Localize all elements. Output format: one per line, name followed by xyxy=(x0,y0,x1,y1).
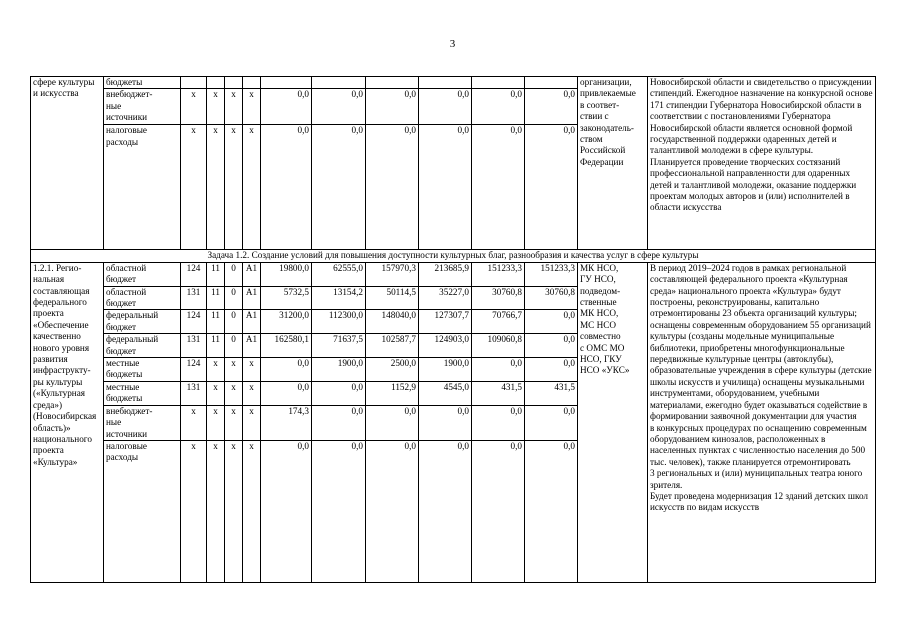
amount-cell: 431,5 xyxy=(525,381,578,405)
amount-cell: 0,0 xyxy=(472,358,525,382)
amount-cell: 0,0 xyxy=(261,440,312,582)
amount-cell: 71637,5 xyxy=(312,334,366,358)
amount-cell: 0,0 xyxy=(525,310,578,334)
budget-code-cell: x xyxy=(243,89,261,125)
amount-cell: 0,0 xyxy=(419,125,472,250)
amount-cell: 0,0 xyxy=(261,125,312,250)
top-purpose: сфере культуры и искусства xyxy=(31,77,104,250)
budget-code-cell: x xyxy=(225,89,243,125)
funding-source: местные бюджеты xyxy=(104,358,181,382)
amount-cell: 0,0 xyxy=(419,89,472,125)
amount-cell: 174,3 xyxy=(261,405,312,440)
amount-cell: 0,0 xyxy=(366,125,419,250)
budget-code-cell: x xyxy=(243,405,261,440)
amount-cell: 0,0 xyxy=(261,358,312,382)
budget-code-cell: x xyxy=(225,405,243,440)
budget-code-cell: 124 xyxy=(181,262,207,286)
amount-cell: 2500,0 xyxy=(366,358,419,382)
amount-cell: 0,0 xyxy=(366,405,419,440)
program-table xyxy=(30,76,876,583)
budget-code-cell: x xyxy=(207,89,225,125)
top-executor: организации, привлекаемые в соответ- ствии с законодатель- ством Российской Федерации xyxy=(578,77,648,250)
budget-code-cell: 131 xyxy=(181,286,207,310)
budget-code-cell: x xyxy=(243,125,261,250)
budget-code-cell: x xyxy=(225,440,243,582)
top-row xyxy=(31,77,876,89)
budget-code-cell xyxy=(207,77,225,89)
budget-code-cell: x xyxy=(181,125,207,250)
budget-code-cell: x xyxy=(243,440,261,582)
amount-cell: 19800,0 xyxy=(261,262,312,286)
budget-code-cell: x xyxy=(243,358,261,382)
budget-code-cell: A1 xyxy=(243,286,261,310)
amount-cell: 109060,8 xyxy=(472,334,525,358)
amount-cell xyxy=(472,77,525,89)
amount-cell: 0,0 xyxy=(472,405,525,440)
amount-cell: 124903,0 xyxy=(419,334,472,358)
amount-cell: 35227,0 xyxy=(419,286,472,310)
budget-code-cell: A1 xyxy=(243,262,261,286)
amount-cell: 0,0 xyxy=(525,89,578,125)
budget-code-cell: x xyxy=(181,440,207,582)
amount-cell: 1152,9 xyxy=(366,381,419,405)
amount-cell: 0,0 xyxy=(525,440,578,582)
budget-code-cell: x xyxy=(225,381,243,405)
amount-cell: 31200,0 xyxy=(261,310,312,334)
budget-code-cell: 11 xyxy=(207,334,225,358)
budget-code-cell: 11 xyxy=(207,286,225,310)
amount-cell: 0,0 xyxy=(419,405,472,440)
funding-source: внебюджет- ные источники xyxy=(104,89,181,125)
amount-cell: 1900,0 xyxy=(419,358,472,382)
amount-cell: 0,0 xyxy=(366,89,419,125)
row-121-executor: МК НСО, ГУ НСО, подведом- ственные МК НСО, МС НСО совместно с ОМС МО НСО, ГКУ НСО «УКС» xyxy=(578,262,648,582)
funding-source: налоговые расходы xyxy=(104,125,181,250)
amount-cell xyxy=(366,77,419,89)
funding-source: областной бюджет xyxy=(104,286,181,310)
budget-code-cell: 0 xyxy=(225,334,243,358)
amount-cell: 30760,8 xyxy=(525,286,578,310)
row-121-purpose: 1.2.1. Регио- нальная составляющая федерального проекта «Обеспечение качественно нового уровня развития инфраструкту- ры культуры («Культурная среда») (Новосибирская область)» национального проекта «Культура» xyxy=(31,262,104,582)
budget-code-cell: 131 xyxy=(181,381,207,405)
funding-source: бюджеты xyxy=(104,77,181,89)
amount-cell: 102587,7 xyxy=(366,334,419,358)
amount-cell: 0,0 xyxy=(419,440,472,582)
budget-code-cell xyxy=(243,77,261,89)
funding-source: областной бюджет xyxy=(104,262,181,286)
amount-cell: 70766,7 xyxy=(472,310,525,334)
budget-code-cell: 124 xyxy=(181,358,207,382)
budget-code-cell: 0 xyxy=(225,310,243,334)
amount-cell: 5732,5 xyxy=(261,286,312,310)
budget-code-cell: A1 xyxy=(243,310,261,334)
page-number: 3 xyxy=(449,38,456,50)
amount-cell: 0,0 xyxy=(472,89,525,125)
amount-cell: 0,0 xyxy=(312,89,366,125)
amount-cell: 30760,8 xyxy=(472,286,525,310)
amount-cell: 1900,0 xyxy=(312,358,366,382)
top-result: Новосибирской области и свидетельство о присуждении стипендий. Ежегодное назначение на конкурсной основе 171 стипендии Губернатора Новосибирской области в соответствии с постановлениями Губернатора Новосибирской области является основной формой государственной поддержки одаренных детей и талантливой молодежи в сфере культуры. Планируется проведение творческих состязаний профессиональной направленности для одаренных детей и талантливой молодежи, оказание поддержки проектам молодых авторов и (или) исполнителей в области искусства xyxy=(648,77,876,250)
budget-code-cell: x xyxy=(207,405,225,440)
funding-source: федеральный бюджет xyxy=(104,334,181,358)
budget-code-cell: 124 xyxy=(181,310,207,334)
amount-cell: 0,0 xyxy=(261,381,312,405)
amount-cell xyxy=(419,77,472,89)
amount-cell: 431,5 xyxy=(472,381,525,405)
amount-cell: 50114,5 xyxy=(366,286,419,310)
budget-code-cell: x xyxy=(243,381,261,405)
budget-code-cell: 11 xyxy=(207,262,225,286)
amount-cell: 162580,1 xyxy=(261,334,312,358)
task-title: Задача 1.2. Создание условий для повышения доступности культурных благ, разнообразия и качества услуг в сфере культуры xyxy=(31,250,876,262)
budget-code-cell xyxy=(225,77,243,89)
amount-cell: 157970,3 xyxy=(366,262,419,286)
amount-cell: 127307,7 xyxy=(419,310,472,334)
amount-cell: 0,0 xyxy=(366,440,419,582)
budget-code-cell: x xyxy=(207,125,225,250)
budget-code-cell: x xyxy=(225,125,243,250)
amount-cell: 0,0 xyxy=(525,405,578,440)
amount-cell: 112300,0 xyxy=(312,310,366,334)
funding-source: внебюджет- ные источники xyxy=(104,405,181,440)
budget-code-cell: x xyxy=(207,440,225,582)
amount-cell: 0,0 xyxy=(312,440,366,582)
amount-cell: 4545,0 xyxy=(419,381,472,405)
amount-cell: 62555,0 xyxy=(312,262,366,286)
budget-code-cell: A1 xyxy=(243,334,261,358)
budget-code-cell: 0 xyxy=(225,286,243,310)
amount-cell: 0,0 xyxy=(312,381,366,405)
budget-code-cell: x xyxy=(207,381,225,405)
budget-code-cell: x xyxy=(181,89,207,125)
budget-code-cell: 11 xyxy=(207,310,225,334)
funding-source: федеральный бюджет xyxy=(104,310,181,334)
amount-cell xyxy=(312,77,366,89)
budget-code-cell: 131 xyxy=(181,334,207,358)
amount-cell: 0,0 xyxy=(261,89,312,125)
amount-cell: 0,0 xyxy=(525,125,578,250)
row-121-row xyxy=(31,262,876,286)
budget-code-cell: 0 xyxy=(225,262,243,286)
budget-code-cell: x xyxy=(225,358,243,382)
amount-cell: 0,0 xyxy=(525,334,578,358)
budget-code-cell xyxy=(181,77,207,89)
amount-cell xyxy=(261,77,312,89)
row-121-result: В период 2019–2024 годов в рамках региональной составляющей федерального проекта «Культурная среда» национального проекта «Культура» будут построены, реконструированы, капитально отремонтированы 23 объекта организаций культуры; оснащены современным оборудованием 55 организаций культуры (созданы модельные муниципальные библиотеки, приобретены многофункциональные передвижные культурные центры (автоклубы), образовательные учреждения в сфере культуры (детские школы искусств и училища) оснащены музыкальными инструментами, оборудованием, учебными материалами, ежегодно будет оказываться содействие в формировании заявочной документации для участия в конкурсных процедурах по оснащению современным оборудованием кинозалов, расположенных в населенных пунктах с численностью населения до 500 тыс. человек), также планируется отремонтировать 3 региональных и (или) муниципальных театра юного зрителя. Будет проведена модернизация 12 зданий детских школ искусств по видам искусств xyxy=(648,262,876,582)
amount-cell: 0,0 xyxy=(472,125,525,250)
task-row xyxy=(31,250,876,262)
amount-cell: 151233,3 xyxy=(472,262,525,286)
amount-cell: 151233,3 xyxy=(525,262,578,286)
amount-cell: 0,0 xyxy=(472,440,525,582)
amount-cell: 0,0 xyxy=(312,405,366,440)
funding-source: местные бюджеты xyxy=(104,381,181,405)
funding-source: налоговые расходы xyxy=(104,440,181,582)
amount-cell: 148040,0 xyxy=(366,310,419,334)
amount-cell: 0,0 xyxy=(312,125,366,250)
budget-code-cell: x xyxy=(181,405,207,440)
amount-cell: 213685,9 xyxy=(419,262,472,286)
amount-cell xyxy=(525,77,578,89)
amount-cell: 13154,2 xyxy=(312,286,366,310)
amount-cell: 0,0 xyxy=(525,358,578,382)
budget-code-cell: x xyxy=(207,358,225,382)
